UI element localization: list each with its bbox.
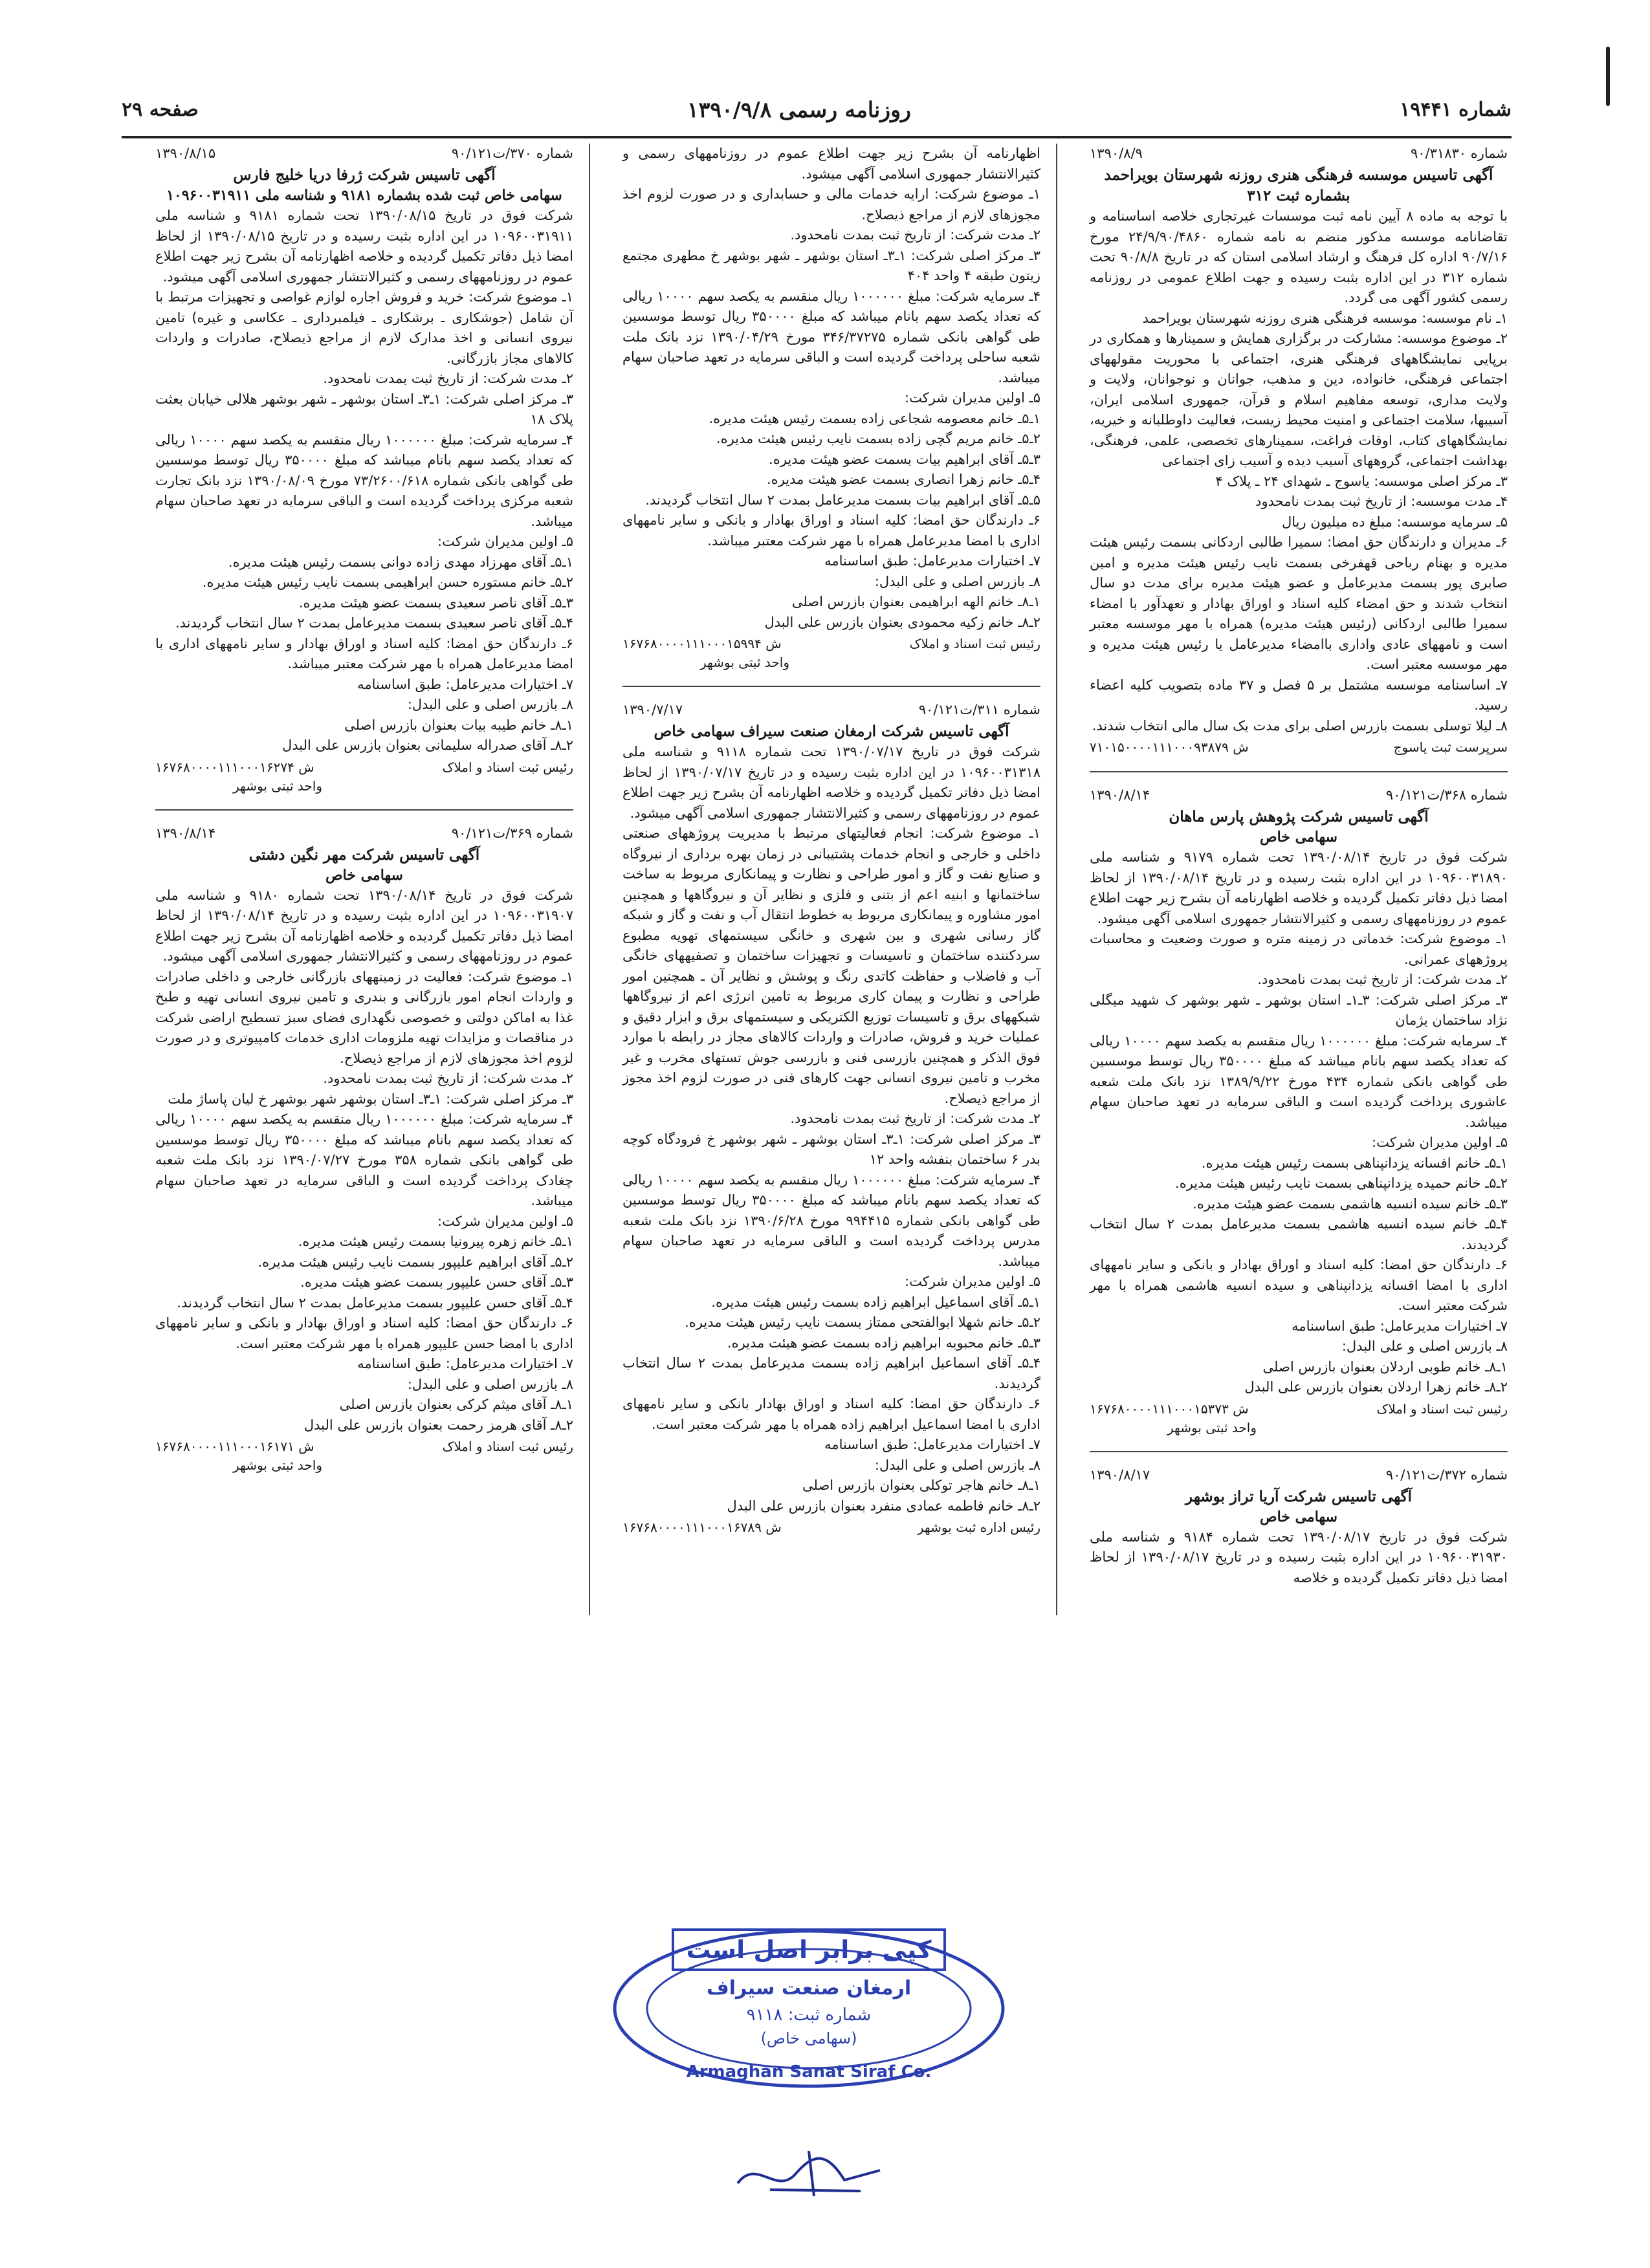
notice-paragraph: شرکت فوق در تاریخ ۱۳۹۰/۰۷/۱۷ تحت شماره ۹۱۱۸ و شناسه ملی ۱۰۹۶۰۰۳۱۳۱۸ در این اداره بثبت رسیده و در تاریخ ۱۳۹۰/۰۷/۱۷ از لحاظ امضا ذیل دفاتر تکمیل گردیده و خلاصه اظهارنامه آن بشرح زیر جهت اطلاع عموم در روزنامههای رسمی و کثیرالانتشار جمهوری اسلامی آگهی میشود.	[622, 744, 1041, 821]
notice-paragraph: ۲ـ مدت شرکت: از تاریخ ثبت بمدت نامحدود.	[790, 1111, 1040, 1126]
notice-paragraph: شرکت فوق در تاریخ ۱۳۹۰/۰۸/۱۴ تحت شماره ۹۱۷۹ و شناسه ملی ۱۰۹۶۰۰۳۱۸۹۰ در این اداره بثبت رسیده و در تاریخ ۱۳۹۰/۰۸/۱۴ از لحاظ امضا ذیل دفاتر تکمیل گردیده و خلاصه اظهارنامه آن بشرح زیر جهت اطلاع عموم در روزنامههای رسمی و کثیرالانتشار جمهوری اسلامی آگهی میشود.	[1090, 849, 1508, 926]
registrar-unit: واحد ثبتی بوشهر	[700, 655, 790, 670]
notice-body	[622, 742, 1040, 1516]
signature-stroke	[738, 2151, 880, 2196]
stamp-company-name: ارمغان صنعت سیراف	[706, 1977, 912, 2000]
notice-paragraph: ۱ـ۵ـ آقای اسماعیل ابراهیم زاده بسمت رئیس هیئت مدیره.	[711, 1294, 1040, 1310]
registrar-title: سرپرست ثبت یاسوج	[1393, 739, 1508, 755]
notice-footer	[1090, 1399, 1508, 1419]
notice-paragraph: ۸ـ بازرس اصلی و علی البدل:	[874, 1457, 1040, 1473]
registration-notice	[1090, 785, 1508, 1452]
gazette-masthead	[122, 91, 1512, 128]
notice-paragraph: ۵ـ سرمایه موسسه: مبلغ ده میلیون ریال	[1281, 514, 1508, 530]
notice-title: آگهی تاسیس موسسه فرهنگی هنری روزنه شهرستان بویراحمد بشماره ثبت ۳۱۲	[1104, 166, 1493, 204]
notice-paragraph: ۳ـ مرکز اصلی شرکت: ۱ـ۳ـ استان بوشهر ـ شهر بوشهر خ فرودگاه کوچه بدر ۶ ساختمان بنفشه واحد ۱۲	[622, 1131, 1040, 1167]
notice-paragraph: ۲ـ مدت شرکت: از تاریخ ثبت بمدت نامحدود.	[1257, 972, 1508, 987]
notice-number: شماره ۹۰/۳۱۸۳۰	[1411, 146, 1508, 161]
notice-paragraph: ۲ـ مدت شرکت: از تاریخ ثبت بمدت نامحدود.	[790, 227, 1040, 243]
notice-paragraph: ۴ـ۵ـ آقای حسن علیپور بسمت مدیرعامل بمدت ۲ سال انتخاب گردیدند.	[177, 1294, 573, 1311]
notice-paragraph: ۳ـ مرکز اصلی موسسه: یاسوج ـ شهدای ۲۴ ـ پلاک ۴	[1215, 473, 1508, 489]
notice-paragraph: ۷ـ اختیارات مدیرعامل: طبق اساسنامه	[1292, 1318, 1508, 1334]
notice-paragraph: ۱ـ موضوع شرکت: فعالیت در زمینههای بازرگانی خارجی و داخلی صادرات و واردات انجام امور بازرگانی و بندری و تامین نیروی انسانی تهیه و طبخ غذا به اماکن دولتی و خصوصی نگهداری فضای سبز تسطیح اراضی شرکت در مناقصات و مزایدات تهیه ملزومات اداری خدمات کامپیوتری و در صورت لزوم اخذ مجوزهای لازم از مراجع ذیصلاح.	[155, 968, 573, 1066]
notice-number: شماره ۳۶۹/ت۹۰/۱۲۱	[451, 825, 573, 841]
notice-paragraph: ۲ـ۵ـ خانم مستوره حسن ابراهیمی بسمت نایب رئیس هیئت مدیره.	[202, 574, 573, 590]
notice-paragraph: ۱ـ نام موسسه: موسسه فرهنگی هنری روزنه شهرستان بویراحمد	[1142, 310, 1508, 326]
notice-paragraph: ۶ـ دارندگان حق امضا: کلیه اسناد و اوراق بهادار بانکی و سایر نامههای اداری با امضا اسماعیل ابراهیم زاده همراه با مهر شرکت معتبر است.	[622, 1396, 1040, 1432]
notice-footer	[1090, 737, 1508, 757]
notice-paragraph: ۳ـ۵ـ خانم سیده انسیه هاشمی بسمت عضو هیئت مدیره.	[1193, 1195, 1508, 1212]
notice-paragraph: ۳ـ۵ـ آقای ابراهیم بیات بسمت عضو هیئت مدیره.	[769, 451, 1040, 467]
notice-paragraph: ۲ـ۵ـ خانم شهلا ابوالفتحی ممتاز بسمت نایب رئیس هیئت مدیره.	[685, 1314, 1040, 1330]
notice-paragraph: ۳ـ۵ـ آقای ناصر سعیدی بسمت عضو هیئت مدیره.	[298, 594, 573, 611]
notice-paragraph: ۲ـ موضوع موسسه: مشارکت در برگزاری همایش و سمینارها و همکاری در برپایی نمایشگاههای فرهنگی هنری، اجتماعی با محوریت مقولههای اجتماعی فرهنگی، خانواده، دین و مذهب، جوانان و نوجوانان، ولایت و ولایت مداری، توسعه مفاهیم اسلام و قرآن، جمهوری اسلامی ایران، آسیبها، سلامت اجتماعی و امنیت محیط زیست، فعالیت داوطلبانه و خیریه، نمایشگاههای کتاب، اوقات فراغت، سمینارهای تخصصی، علمی، فرهنگی، بهداشت اجتماعی، گروههای آسیب دیده و آسیب زای اجتماعی	[1090, 331, 1508, 468]
notice-body	[622, 144, 1040, 633]
registrar-unit: واحد ثبتی بوشهر	[233, 1457, 323, 1473]
notice-paragraph: ۵ـ اولین مدیران شرکت:	[437, 534, 573, 549]
notice-date: ۱۳۹۰/۷/۱۷	[622, 702, 683, 717]
notice-serial: ش ۱۶۷۶۸۰۰۰۰۱۱۱۰۰۰۱۵۹۹۴	[622, 636, 782, 651]
notice-paragraph: ۱ـ۵ـ خانم زهره پیرونیا بسمت رئیس هیئت مدیره.	[298, 1234, 573, 1249]
notice-paragraph: ۷ـ اختیارات مدیرعامل: طبق اساسنامه	[824, 1437, 1040, 1452]
notice-title: آگهی تاسیس شرکت ژرفا دریا خلیج فارس	[233, 166, 496, 184]
notice-date: ۱۳۹۰/۸/۱۷	[1090, 1467, 1150, 1483]
issue-number: شماره ۱۹۴۴۱	[1400, 98, 1512, 121]
notice-footer	[155, 758, 573, 777]
notice-paragraph: ۲ـ۵ـ خانم حمیده یزدانپناهی بسمت نایب رئیس هیئت مدیره.	[1175, 1175, 1508, 1191]
notice-body	[1090, 1527, 1508, 1589]
registrar-title: رئیس ثبت اسناد و املاک	[442, 759, 573, 775]
notice-paragraph: ۸ـ بازرس اصلی و علی البدل:	[874, 573, 1040, 589]
gazette-title-date: روزنامه رسمی ۱۳۹۰/۹/۸	[687, 96, 911, 122]
registration-notice	[155, 823, 573, 1489]
notice-paragraph: ۲ـ۸ـ خانم زهرا اردلان بعنوان بازرس علی البدل	[1244, 1379, 1508, 1395]
notice-paragraph: ۴ـ سرمایه شرکت: مبلغ ۱۰۰۰۰۰۰ ریال منقسم به یکصد سهم ۱۰۰۰۰ ریالی که تعداد یکصد سهم بانام میباشد که مبلغ ۳۵۰۰۰۰ ریال توسط موسسین طی گواهی بانکی شماره ۷۳/۲۶۰۰/۶۱۸ مورخ ۱۳۹۰/۰۸/۰۹ نزد بانک تجارت شعبه مرکزی پرداخت گردیده است و الباقی سرمایه در تعهد صاحبان سهام میباشد.	[155, 431, 573, 529]
notice-paragraph: ۸ـ بازرس اصلی و علی البدل:	[407, 1376, 573, 1392]
notice-paragraph: ۳ـ۵ـ آقای حسن علیپور بسمت عضو هیئت مدیره.	[300, 1274, 573, 1290]
notice-paragraph: ۳ـ۵ـ خانم محبوبه ابراهیم زاده بسمت عضو هیئت مدیره.	[727, 1335, 1040, 1351]
registrar-unit: واحد ثبتی بوشهر	[1167, 1419, 1257, 1435]
notice-header	[1090, 785, 1508, 805]
notice-serial: ش ۷۱۰۱۵۰۰۰۰۱۱۱۰۰۰۹۳۸۷۹	[1090, 739, 1249, 755]
notice-paragraph: ۷ـ اختیارات مدیرعامل: طبق اساسنامه	[824, 553, 1040, 569]
notice-body	[155, 206, 573, 756]
notice-subtitle: سهامی خاص	[1260, 1508, 1337, 1525]
notice-number: شماره ۳۷۰/ت۹۰/۱۲۱	[451, 146, 573, 161]
notice-title: آگهی تاسیس شرکت پژوهش پارس ماهان	[1169, 808, 1429, 825]
stamp-reg-number: شماره ثبت: ۹۱۱۸	[746, 2005, 872, 2025]
column-left	[155, 144, 590, 1615]
notice-paragraph: ۲ـ۵ـ آقای ابراهیم علیپور بسمت نایب رئیس هیئت مدیره.	[258, 1254, 573, 1270]
masthead-rule	[122, 136, 1512, 138]
registrar-title: رئیس ثبت اسناد و املاک	[909, 636, 1040, 651]
registration-notice	[622, 144, 1040, 687]
notice-paragraph: ۱ـ۵ـ خانم افسانه یزدانپناهی بسمت رئیس هیئت مدیره.	[1201, 1155, 1508, 1171]
notice-paragraph: ۲ـ۸ـ آقای هرمز رحمت بعنوان بازرس علی البدل	[303, 1417, 573, 1433]
notice-body	[155, 886, 573, 1436]
stamp-type: (سهامی خاص)	[760, 2029, 857, 2047]
notice-header	[155, 144, 573, 164]
notice-paragraph: شرکت فوق در تاریخ ۱۳۹۰/۰۸/۱۴ تحت شماره ۹۱۸۰ و شناسه ملی ۱۰۹۶۰۰۳۱۹۰۷ در این اداره بثبت رسیده و در تاریخ ۱۳۹۰/۰۸/۱۴ از لحاظ امضا ذیل دفاتر تکمیل گردیده و خلاصه اظهارنامه آن بشرح زیر جهت اطلاع عموم در روزنامههای رسمی و کثیرالانتشار جمهوری اسلامی آگهی میشود.	[155, 887, 574, 964]
notice-paragraph: ۷ـ اختیارات مدیرعامل: طبق اساسنامه	[357, 1356, 573, 1371]
registration-notice	[622, 700, 1040, 1551]
notice-paragraph: ۱ـ موضوع شرکت: انجام فعالیتهای مرتبط با مدیریت پروژههای صنعتی داخلی و خارجی و انجام خدمات پشتیبانی در زمان بهره برداری از نیروگاه و صنایع نفت و گاز و امور طراحی و نظارت و پیمانکاری مربوط به ساخت ساختمانها و ابنیه اعم از بتنی و فلزی و نظایر آن و نیروگاهها و همچنین امور مشاوره و پیمانکاری مربوط به خطوط انتقال آب و نفت و گاز و شبکه گاز رسانی شهری و بین شهری و خانگی سیستمهای تهویه مطبوع سردکننده ساختمان و تاسیسات و تجهیزات ساختمان و تصفیههای خانگی آب و فاضلاب و حفاظت کاتدی رنگ و پوشش و نظایر آن ـ همچنین امور طراحی و نظارت و پیمان کاری مربوط به تامین انرژی اعم از نیروگاهها شبکههای برق و تاسیسات توزیع الکتریکی و سیستمهای برق و ابزار دقیق و عملیات خرید و فروش، صادرات و واردات کالاهای مجاز در رابطه با موارد فوق الذکر و همچنین بازرسی فنی و بازرسی جوش تستهای مخرب و غیر مخرب و تامین نیروی انسانی جهت کارهای فنی در صورت لزوم اخذ مجوز از مراجع ذیصلاح.	[622, 825, 1040, 1106]
notice-paragraph: ۴ـ سرمایه شرکت: مبلغ ۱۰۰۰۰۰۰ ریال منقسم به یکصد سهم ۱۰۰۰۰ ریالی که تعداد یکصد سهم بانام میباشد که مبلغ ۳۵۰۰۰۰ ریال توسط موسسین طی گواهی بانکی شماره ۴۳۴ مورخ ۱۳۸۹/۹/۲۲ نزد بانک ملت شعبه عاشوری پرداخت گردیده است و الباقی سرمایه در تعهد صاحبان سهام میباشد.	[1090, 1032, 1508, 1130]
notice-serial: ش ۱۶۷۶۸۰۰۰۰۱۱۱۰۰۰۱۵۳۷۳	[1090, 1401, 1249, 1417]
column-middle	[622, 144, 1057, 1615]
notice-paragraph: ۴ـ۵ـ آقای اسماعیل ابراهیم زاده بسمت مدیرعامل بمدت ۲ سال انتخاب گردیدند.	[622, 1355, 1040, 1391]
notice-date: ۱۳۹۰/۸/۱۵	[155, 146, 216, 161]
notice-title: آگهی تاسیس شرکت مهر نگین دشتی	[248, 845, 480, 864]
notice-serial: ش ۱۶۷۶۸۰۰۰۰۱۱۱۰۰۰۱۶۲۷۴	[155, 759, 314, 775]
notice-subtitle: سهامی خاص ثبت شده بشماره ۹۱۸۱ و شناسه ملی ۱۰۹۶۰۰۳۱۹۱۱	[166, 187, 562, 204]
page-number: صفحه ۲۹	[122, 98, 199, 121]
notice-paragraph: ۵ـ۵ـ آقای ابراهیم بیات بسمت مدیرعامل بمدت ۲ سال انتخاب گردیدند.	[645, 492, 1040, 508]
notice-paragraph: ۴ـ سرمایه شرکت: مبلغ ۱۰۰۰۰۰۰ ریال منقسم به یکصد سهم ۱۰۰۰۰ ریالی که تعداد یکصد سهم بانام میباشد که مبلغ ۳۵۰۰۰۰ ریال توسط موسسین طی گواهی بانکی شماره ۹۹۴۴۱۵ مورخ ۱۳۹۰/۶/۲۸ نزد بانک ملت شعبه مدرس پرداخت گردیده است و الباقی سرمایه در تعهد صاحبان سهام میباشد.	[622, 1172, 1040, 1269]
notice-paragraph: ۱ـ۸ـ خانم الهه ابراهیمی بعنوان بازرس اصلی	[791, 594, 1040, 609]
notice-body	[1090, 206, 1508, 736]
notice-paragraph: ۱ـ۸ـ آقای میثم کرکی بعنوان بازرس اصلی	[339, 1397, 573, 1412]
page-edge-mark	[1606, 47, 1610, 106]
notice-paragraph: ۷ـ اساسنامه موسسه مشتمل بر ۵ فصل و ۳۷ ماده بتصویب کلیه اعضاء رسید.	[1090, 677, 1508, 713]
notice-paragraph: ۴ـ سرمایه شرکت: مبلغ ۱۰۰۰۰۰۰ ریال منقسم به یکصد سهم ۱۰۰۰۰ ریالی که تعداد یکصد سهم بانام میباشد که مبلغ ۳۵۰۰۰۰ ریال توسط موسسین طی گواهی بانکی شماره ۳۵۸ مورخ ۱۳۹۰/۰۷/۲۷ نزد بانک ملت شعبه چغادک پرداخت گردیده است و الباقی سرمایه در تعهد صاحبان سهام میباشد.	[155, 1111, 573, 1208]
notice-serial: ش ۱۶۷۶۸۰۰۰۰۱۱۱۰۰۰۱۶۷۸۹	[622, 1520, 782, 1535]
notice-paragraph: ۱ـ۸ـ خانم طیبه بیات بعنوان بازرس اصلی	[344, 717, 573, 733]
columns	[155, 144, 1508, 1615]
notice-paragraph: ۷ـ اختیارات مدیرعامل: طبق اساسنامه	[357, 676, 573, 692]
notice-paragraph: ۳ـ مرکز اصلی شرکت: ۱ـ۳ـ استان بوشهر ـ شهر بوشهر خ مطهری مجتمع زیتون طبقه ۴ واحد ۴۰۴	[622, 247, 1040, 283]
notice-paragraph: ۲ـ۸ـ خانم زکیه محمودی بعنوان بازرس علی البدل	[764, 614, 1040, 630]
notice-paragraph: ۵ـ اولین مدیران شرکت:	[905, 1274, 1040, 1289]
notice-paragraph: ۸ـ لیلا توسلی بسمت بازرس اصلی برای مدت یک سال مالی انتخاب شدند.	[1092, 717, 1508, 734]
notice-paragraph: ۲ـ۵ـ خانم مریم گچی زاده بسمت نایب رئیس هیئت مدیره.	[716, 431, 1040, 446]
notice-paragraph: ۵ـ اولین مدیران شرکت:	[1372, 1135, 1508, 1150]
notice-paragraph: شرکت فوق در تاریخ ۱۳۹۰/۰۸/۱۵ تحت شماره ۹۱۸۱ و شناسه ملی ۱۰۹۶۰۰۳۱۹۱۱ در این اداره بثبت رسیده و در تاریخ ۱۳۹۰/۰۸/۱۵ از لحاظ امضا ذیل دفاتر تکمیل گردیده و خلاصه اظهارنامه آن بشرح زیر جهت اطلاع عموم در روزنامههای رسمی و کثیرالانتشار جمهوری اسلامی آگهی میشود.	[155, 208, 574, 285]
notice-footer	[622, 1518, 1040, 1537]
notice-paragraph: ۱ـ۸ـ خانم طوبی اردلان بعنوان بازرس اصلی	[1262, 1358, 1508, 1375]
notice-paragraph: ۵ـ اولین مدیران شرکت:	[437, 1213, 573, 1229]
notice-paragraph: ۳ـ مرکز اصلی شرکت: ۱ـ۳ـ استان بوشهر ـ شهر بوشهر هلالی خیابان بعثت پلاک ۱۸	[155, 391, 573, 427]
notice-paragraph: ۴ـ۵ـ خانم زهرا انصاری بسمت عضو هیئت مدیره.	[767, 472, 1040, 487]
registration-notice	[155, 144, 573, 811]
stamp-latin-name: Armaghan Sanat Siraf Co.	[686, 2062, 932, 2082]
registrar-title: رئیس اداره ثبت بوشهر	[917, 1520, 1040, 1535]
notice-paragraph: ۴ـ سرمایه شرکت: مبلغ ۱۰۰۰۰۰۰ ریال منقسم به یکصد سهم ۱۰۰۰۰ ریالی که تعداد یکصد سهم بانام میباشد که مبلغ ۳۵۰۰۰۰ ریال توسط موسسین طی گواهی بانکی شماره ۳۴۶/۳۷۲۷۵ مورخ ۱۳۹۰/۰۴/۲۹ نزد بانک ملت شعبه ساحلی پرداخت گردیده است و الباقی سرمایه در تعهد صاحبان سهام میباشد.	[622, 288, 1040, 386]
registration-notice	[1090, 144, 1508, 772]
notice-number: شماره ۳۶۸/ت۹۰/۱۲۱	[1385, 787, 1508, 803]
notice-paragraph: اظهارنامه آن بشرح زیر جهت اطلاع عموم در روزنامههای رسمی و کثیرالانتشار جمهوری اسلامی آگهی میشود.	[622, 146, 1040, 182]
notice-serial: ش ۱۶۷۶۸۰۰۰۰۱۱۱۰۰۰۱۶۱۷۱	[155, 1439, 314, 1454]
notice-paragraph: ۱ـ موضوع شرکت: خدماتی در زمینه متره و صورت وضعیت و محاسبات پروژههای عمرانی.	[1090, 931, 1508, 967]
notice-paragraph: ۱ـ موضوع شرکت: ارایه خدمات مالی و حسابداری و در صورت لزوم اخذ مجوزهای لازم از مراجع ذیصلاح.	[622, 186, 1040, 223]
registrar-title: رئیس ثبت اسناد و املاک	[442, 1439, 573, 1454]
notice-number: شماره ۳۱۱/ت۹۰/۱۲۱	[918, 702, 1040, 717]
notice-paragraph: ۲ـ مدت شرکت: از تاریخ ثبت بمدت نامحدود.	[323, 371, 573, 386]
notice-paragraph: ۴ـ۵ـ آقای ناصر سعیدی بسمت مدیرعامل بمدت ۲ سال انتخاب گردیدند.	[175, 615, 573, 631]
stamp-copy-text: کپی برابر اصل است	[686, 1935, 932, 1964]
notice-paragraph: ۱ـ۵ـ آقای مهرزاد مهدی زاده دوانی بسمت رئیس هیئت مدیره.	[228, 554, 573, 570]
notice-footer	[155, 1437, 573, 1456]
registrar-title: رئیس ثبت اسناد و املاک	[1376, 1401, 1508, 1417]
notice-paragraph: ۶ـ دارندگان حق امضا: کلیه اسناد و اوراق بهادار و بانکی و سایر نامههای اداری با امضا حسن علیپور همراه با مهر شرکت معتبر است.	[155, 1315, 573, 1351]
notice-paragraph: شرکت فوق در تاریخ ۱۳۹۰/۰۸/۱۷ تحت شماره ۹۱۸۴ و شناسه ملی ۱۰۹۶۰۰۳۱۹۳۰ در این اداره بثبت رسیده و در تاریخ ۱۳۹۰/۰۸/۱۷ از لحاظ امضا ذیل دفاتر تکمیل گردیده و خلاصه	[1090, 1529, 1508, 1586]
notice-paragraph: ۶ـ مدیران و دارندگان حق امضا: سمیرا طالبی اردکانی بسمت رئیس هیئت مدیره و بهنام رباحی قهفرخی بسمت نایب رئیس هیئت مدیره و امین صابری پور بسمت مدیرعامل و عضو هیئت مدیره برای مدت دو سال انتخاب شدند و حق امضاء کلیه اسناد و اوراق بهادار و تعهدآور با امضاء سمیرا طالبی اردکانی (رئیس هیئت مدیره) همراه با مهر موسسه معتبر است و نامههای عادی واداری باامضاء مدیرعامل یا رئیس هیئت مدیره و مهر موسسه معتبر است.	[1090, 534, 1508, 672]
notice-date: ۱۳۹۰/۸/۱۴	[155, 825, 216, 841]
notice-paragraph: ۲ـ۸ـ خانم فاطمه عمادی منفرد بعنوان بازرس علی البدل	[727, 1498, 1040, 1514]
column-right	[1090, 144, 1508, 1615]
notice-date: ۱۳۹۰/۸/۹	[1090, 146, 1143, 161]
notice-paragraph: ۳ـ مرکز اصلی شرکت: ۳ـ۱ـ استان بوشهر ـ شهر بوشهر ک شهید میگلی نژاد ساختمان یژمان	[1090, 992, 1508, 1028]
notice-paragraph: ۱ـ۵ـ خانم معصومه شجاعی زاده بسمت رئیس هیئت مدیره.	[709, 410, 1040, 426]
notice-header	[622, 700, 1040, 720]
notice-paragraph: با توجه به ماده ۸ آیین نامه ثبت موسسات غیرتجاری خلاصه اساسنامه و تقاضانامه موسسه مذکور منضم به نامه شماره ۲۴/۹/۹۰/۴۸۶۰ مورخ ۹۰/۷/۱۶ اداره کل فرهنگ و ارشاد اسلامی استان که در تاریخ ۹۰/۸/۸ تحت شماره ۳۱۲ در این اداره بثبت رسیده و جهت اطلاع عمومی در روزنامه رسمی کشور آگهی می گردد.	[1090, 208, 1508, 305]
notice-title: آگهی تاسیس شرکت ارمغان صنعت سیراف سهامی خاص	[654, 723, 1009, 740]
notice-date: ۱۳۹۰/۸/۱۴	[1090, 787, 1150, 803]
notice-paragraph: ۶ـ دارندگان حق امضا: کلیه اسناد و اوراق بهادار و بانکی و سایر نامههای اداری با امضا مدیرعامل همراه با مهر شرکت معتبر میباشد.	[622, 512, 1040, 549]
notice-number: شماره ۳۷۲/ت۹۰/۱۲۱	[1385, 1467, 1508, 1483]
notice-footer	[622, 634, 1040, 653]
notice-header	[1090, 1465, 1508, 1485]
notice-paragraph: ۱ـ۸ـ خانم هاجر توکلی بعنوان بازرس اصلی	[802, 1477, 1040, 1493]
notice-subtitle: سهامی خاص	[325, 866, 403, 884]
notice-paragraph: ۸ـ بازرس اصلی و علی البدل:	[407, 697, 573, 712]
notice-body	[1090, 847, 1508, 1398]
notice-paragraph: ۱ـ موضوع شرکت: خرید و فروش اجاره لوازم غواصی و تجهیزات مرتبط با آن شامل (جوشکاری ـ برشکاری ـ فیلمبرداری ـ عکاسی و غیره) تامین نیروی انسانی و اخذ مدارک لازم از مراجع ذیصلاح، صادرات و واردات کالاهای مجاز بازرگانی.	[155, 289, 573, 366]
notice-paragraph: ۸ـ بازرس اصلی و علی البدل:	[1341, 1338, 1508, 1354]
registrar-unit: واحد ثبتی بوشهر	[233, 778, 323, 794]
notice-paragraph: ۵ـ اولین مدیران شرکت:	[905, 390, 1040, 406]
notice-paragraph: ۴ـ۵ـ خانم سیده انسیه هاشمی بسمت مدیرعامل بمدت ۲ سال انتخاب گردیدند.	[1090, 1216, 1508, 1252]
notice-header	[155, 823, 573, 844]
registration-notice	[1090, 1465, 1508, 1603]
notice-paragraph: ۴ـ مدت موسسه: از تاریخ ثبت بمدت نامحدود	[1255, 494, 1508, 509]
company-stamp	[602, 1918, 1016, 2099]
notice-paragraph: ۲ـ مدت شرکت: از تاریخ ثبت بمدت نامحدود.	[323, 1071, 573, 1086]
signature	[731, 2144, 886, 2203]
notice-paragraph: ۲ـ۸ـ آقای صدراله سلیمانی بعنوان بازرس علی البدل	[282, 737, 573, 753]
notice-title: آگهی تاسیس شرکت آریا تراز بوشهر	[1185, 1487, 1412, 1505]
notice-paragraph: ۶ـ دارندگان حق امضا: کلیه اسناد و اوراق بهادار و سایر نامههای اداری با امضا مدیرعامل همراه با مهر شرکت معتبر میباشد.	[155, 635, 573, 671]
notice-subtitle: سهامی خاص	[1260, 829, 1337, 845]
notice-header	[1090, 144, 1508, 164]
notice-paragraph: ۶ـ دارندگان حق امضا: کلیه اسناد و اوراق بهادار و بانکی و سایر نامههای اداری با امضا افسانه یزدانپناهی و سیده انسیه هاشمی همراه با مهر شرکت معتبر است.	[1090, 1257, 1508, 1313]
notice-paragraph: ۳ـ مرکز اصلی شرکت: ۱ـ۳ـ استان بوشهر شهر بوشهر خ لیان پاساژ ملت	[168, 1091, 573, 1107]
